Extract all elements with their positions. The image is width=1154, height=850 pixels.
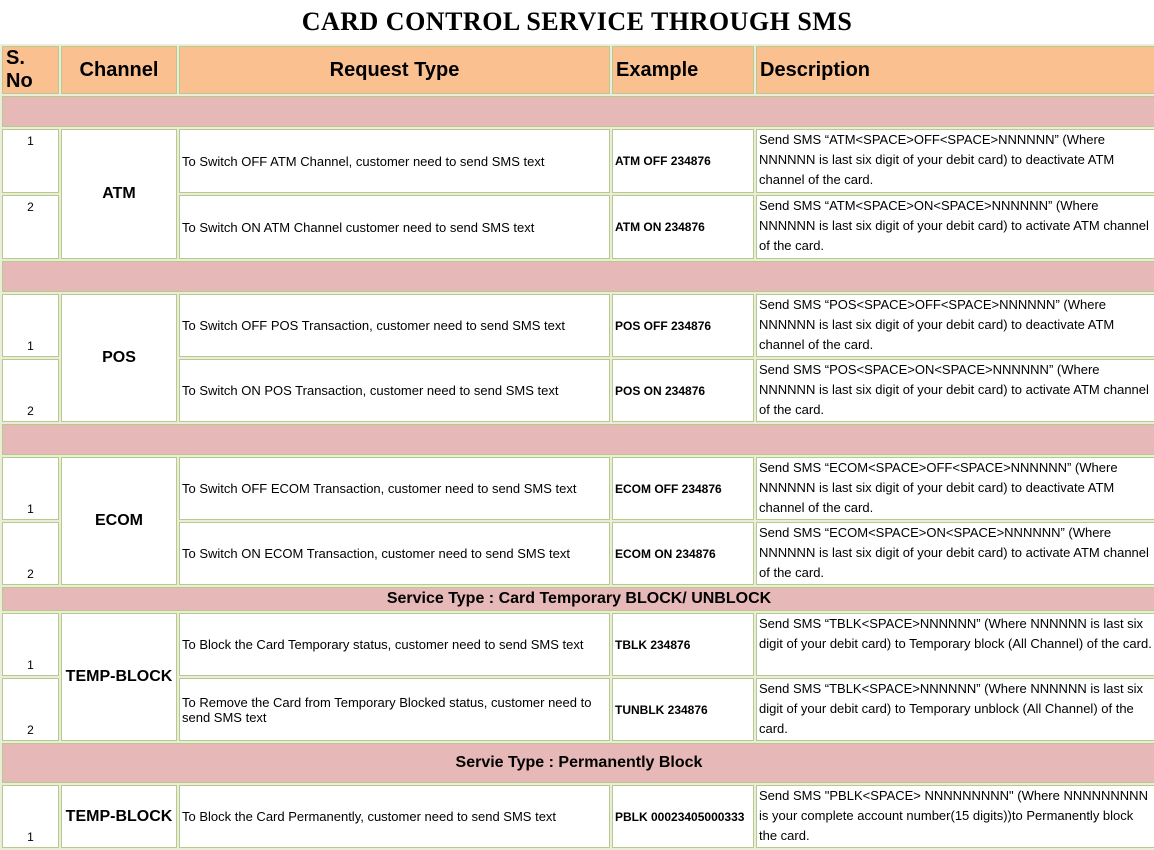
sno-cell: 2 <box>2 359 59 422</box>
header-description: Description <box>756 46 1154 94</box>
section-heading-temp-block: Service Type : Card Temporary BLOCK/ UNBLOCK <box>2 587 1154 611</box>
channel-cell: ATM <box>61 129 177 259</box>
request-cell: To Switch OFF ECOM Transaction, customer need to send SMS text <box>179 457 610 520</box>
request-cell: To Switch ON ECOM Transaction, customer need to send SMS text <box>179 522 610 585</box>
request-cell: To Switch ON ATM Channel customer need to send SMS text <box>179 195 610 259</box>
description-cell: Send SMS “TBLK<SPACE>NNNNNN” (Where NNNNNN is last six digit of your debit card) to Temporary block (All Channel) of the card. <box>756 613 1154 676</box>
separator-row <box>2 96 1154 127</box>
request-cell: To Switch ON POS Transaction, customer need to send SMS text <box>179 359 610 422</box>
description-cell: Send SMS “POS<SPACE>OFF<SPACE>NNNNNN” (Where NNNNNN is last six digit of your debit card) to deactivate ATM channel of the card. <box>756 294 1154 357</box>
table-row <box>2 294 1154 357</box>
channel-cell: ECOM <box>61 457 177 585</box>
example-cell: POS ON 234876 <box>612 359 754 422</box>
example-cell: ATM ON 234876 <box>612 195 754 259</box>
separator-cell <box>2 424 1154 455</box>
request-cell: To Switch OFF ATM Channel, customer need to send SMS text <box>179 129 610 193</box>
description-cell: Send SMS “TBLK<SPACE>NNNNNN” (Where NNNNNN is last six digit of your debit card) to Temporary unblock (All Channel) of the card. <box>756 678 1154 741</box>
section-heading-perm-block: Servie Type : Permanently Block <box>2 743 1154 783</box>
header-sno: S. No <box>2 46 59 94</box>
section-heading-row <box>2 743 1154 783</box>
channel-cell: TEMP-BLOCK <box>61 613 177 741</box>
separator-row <box>2 261 1154 292</box>
separator-cell <box>2 261 1154 292</box>
example-cell: PBLK 00023405000333 <box>612 785 754 848</box>
sms-service-table <box>0 44 1154 850</box>
sno-cell: 1 <box>2 785 59 848</box>
header-row <box>2 46 1154 94</box>
table-row <box>2 613 1154 676</box>
request-cell: To Switch OFF POS Transaction, customer need to send SMS text <box>179 294 610 357</box>
section-heading-row <box>2 587 1154 611</box>
sno-cell: 2 <box>2 678 59 741</box>
example-cell: ECOM ON 234876 <box>612 522 754 585</box>
description-cell: Send SMS “POS<SPACE>ON<SPACE>NNNNNN” (Where NNNNNN is last six digit of your debit card) to activate ATM channel of the card. <box>756 359 1154 422</box>
description-cell: Send SMS “ECOM<SPACE>ON<SPACE>NNNNNN” (Where NNNNNN is last six digit of your debit card) to activate ATM channel of the card. <box>756 522 1154 585</box>
description-cell: Send SMS "PBLK<SPACE> NNNNNNNNN" (Where NNNNNNNNN is your complete account number(15 digits))to Permanently block the card. <box>756 785 1154 848</box>
example-cell: ATM OFF 234876 <box>612 129 754 193</box>
sno-cell: 1 <box>2 129 59 193</box>
request-cell: To Block the Card Permanently, customer need to send SMS text <box>179 785 610 848</box>
header-request-type: Request Type <box>179 46 610 94</box>
description-cell: Send SMS “ATM<SPACE>OFF<SPACE>NNNNNN” (Where NNNNNN is last six digit of your debit card) to deactivate ATM channel of the card. <box>756 129 1154 193</box>
channel-cell: TEMP-BLOCK <box>61 785 177 848</box>
example-cell: ECOM OFF 234876 <box>612 457 754 520</box>
description-cell: Send SMS “ECOM<SPACE>OFF<SPACE>NNNNNN” (Where NNNNNN is last six digit of your debit card) to deactivate ATM channel of the card. <box>756 457 1154 520</box>
separator-row <box>2 424 1154 455</box>
sno-cell: 1 <box>2 294 59 357</box>
page-title: CARD CONTROL SERVICE THROUGH SMS <box>0 0 1154 45</box>
sno-cell: 2 <box>2 522 59 585</box>
request-cell: To Remove the Card from Temporary Blocked status, customer need to send SMS text <box>179 678 610 741</box>
channel-cell: POS <box>61 294 177 422</box>
sno-cell: 2 <box>2 195 59 259</box>
example-cell: TBLK 234876 <box>612 613 754 676</box>
sno-cell: 1 <box>2 613 59 676</box>
request-cell: To Block the Card Temporary status, customer need to send SMS text <box>179 613 610 676</box>
example-cell: TUNBLK 234876 <box>612 678 754 741</box>
table-row <box>2 785 1154 848</box>
description-cell: Send SMS “ATM<SPACE>ON<SPACE>NNNNNN” (Where NNNNNN is last six digit of your debit card) to activate ATM channel of the card. <box>756 195 1154 259</box>
separator-cell <box>2 96 1154 127</box>
table-row <box>2 129 1154 193</box>
header-example: Example <box>612 46 754 94</box>
example-cell: POS OFF 234876 <box>612 294 754 357</box>
header-channel: Channel <box>61 46 177 94</box>
table-row <box>2 457 1154 520</box>
sno-cell: 1 <box>2 457 59 520</box>
